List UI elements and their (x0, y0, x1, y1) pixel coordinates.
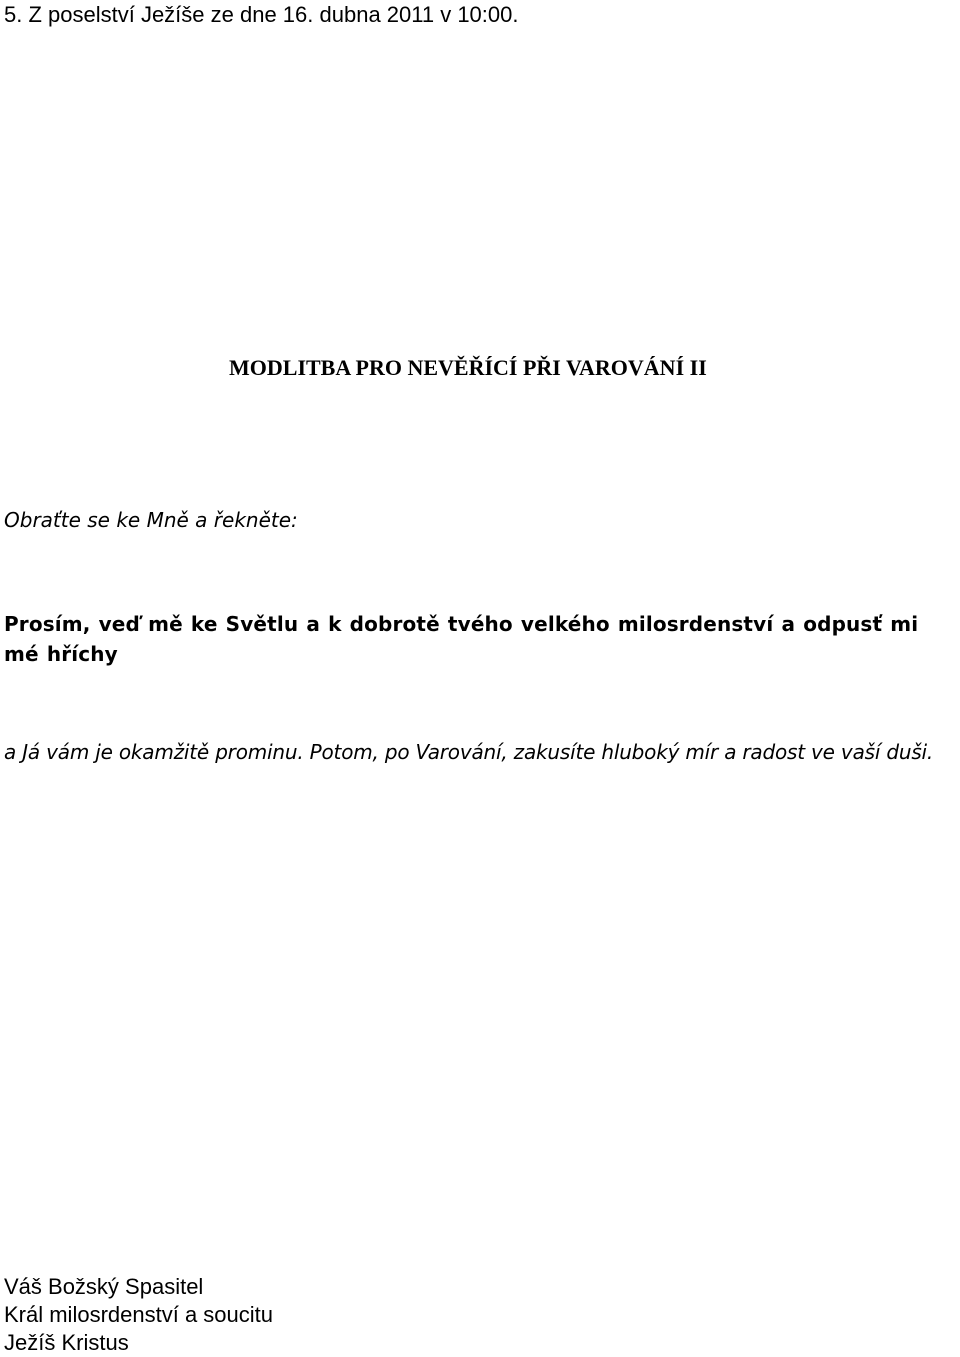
intro-text: Obraťte se ke Mně a řekněte: (4, 508, 298, 532)
signature-line: Král milosrdenství a soucitu (4, 1302, 273, 1327)
signature-block (4, 1273, 273, 1357)
prayer-title: MODLITBA PRO NEVĚŘÍCÍ PŘI VAROVÁNÍ II (229, 355, 707, 380)
message-date-header: 5. Z poselství Ježíše ze dne 16. dubna 2011 v 10:00. (4, 2, 519, 27)
signature-line: Váš Božský Spasitel (4, 1274, 204, 1299)
response-text: a Já vám je okamžitě prominu. Potom, po Varování, zakusíte hluboký mír a radost ve vaší duši. (4, 740, 934, 764)
prayer-text: Prosím, veď mě ke Světlu a k dobrotě tvého velkého milosrdenství a odpusť mi mé hříchy (4, 612, 919, 666)
signature-line: Ježíš Kristus (4, 1330, 129, 1355)
